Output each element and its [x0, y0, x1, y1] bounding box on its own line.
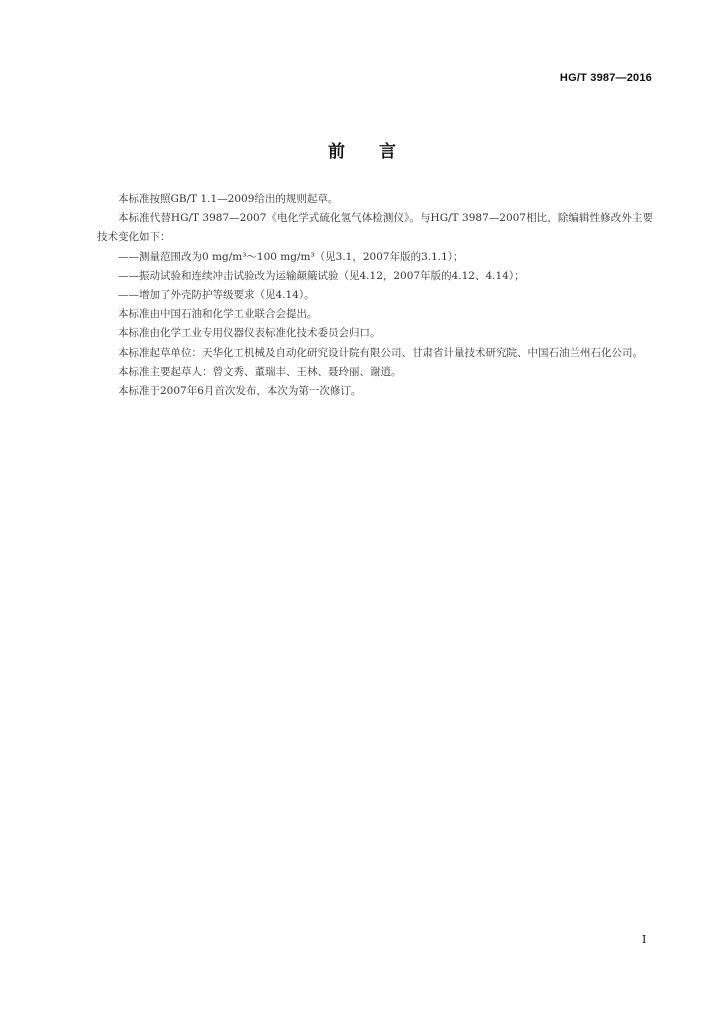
paragraph-proposer: 本标准由中国石油和化学工业联合会提出。: [118, 308, 318, 321]
standard-code: HG/T 3987—2016: [559, 72, 652, 84]
paragraph-history: 本标准于2007年6月首次发布，本次为第一次修订。: [118, 385, 362, 398]
title-part-1: 前: [328, 142, 345, 162]
title-part-2: 言: [379, 142, 396, 162]
paragraph-committee: 本标准由化学工业专用仪器仪表标准化技术委员会归口。: [118, 327, 381, 340]
paragraph-drafting-rules: 本标准按照GB/T 1.1—2009给出的规则起草。: [118, 193, 339, 205]
page-title: [0, 137, 724, 162]
paragraph-replacement: 本标准代替HG/T 3987—2007《电化学式硫化氢气体检测仪》。与HG/T 3987—2007相比，除编辑性修改外主要技术变化如下：: [97, 212, 653, 244]
change-item-range: ——测量范围改为0 mg/m³～100 mg/m³（见3.1，2007年版的3.1.1）；: [118, 250, 464, 263]
change-item-enclosure: ——增加了外壳防护等级要求（见4.14）。: [118, 289, 315, 302]
foreword-body: [97, 190, 653, 401]
page-number: I: [642, 933, 647, 946]
paragraph-drafters: 本标准主要起草人：曾文秀、董瑞丰、王林、聂玲丽、谢逍。: [118, 365, 402, 378]
change-item-transport-test: ——振动试验和连续冲击试验改为运输颠簸试验（见4.12，2007年版的4.12、4.14）；: [118, 269, 525, 282]
paragraph-drafting-units: 本标准起草单位：天华化工机械及自动化研究设计院有限公司、甘肃省计量技术研究院、中国石油兰州石化公司。: [118, 346, 643, 359]
